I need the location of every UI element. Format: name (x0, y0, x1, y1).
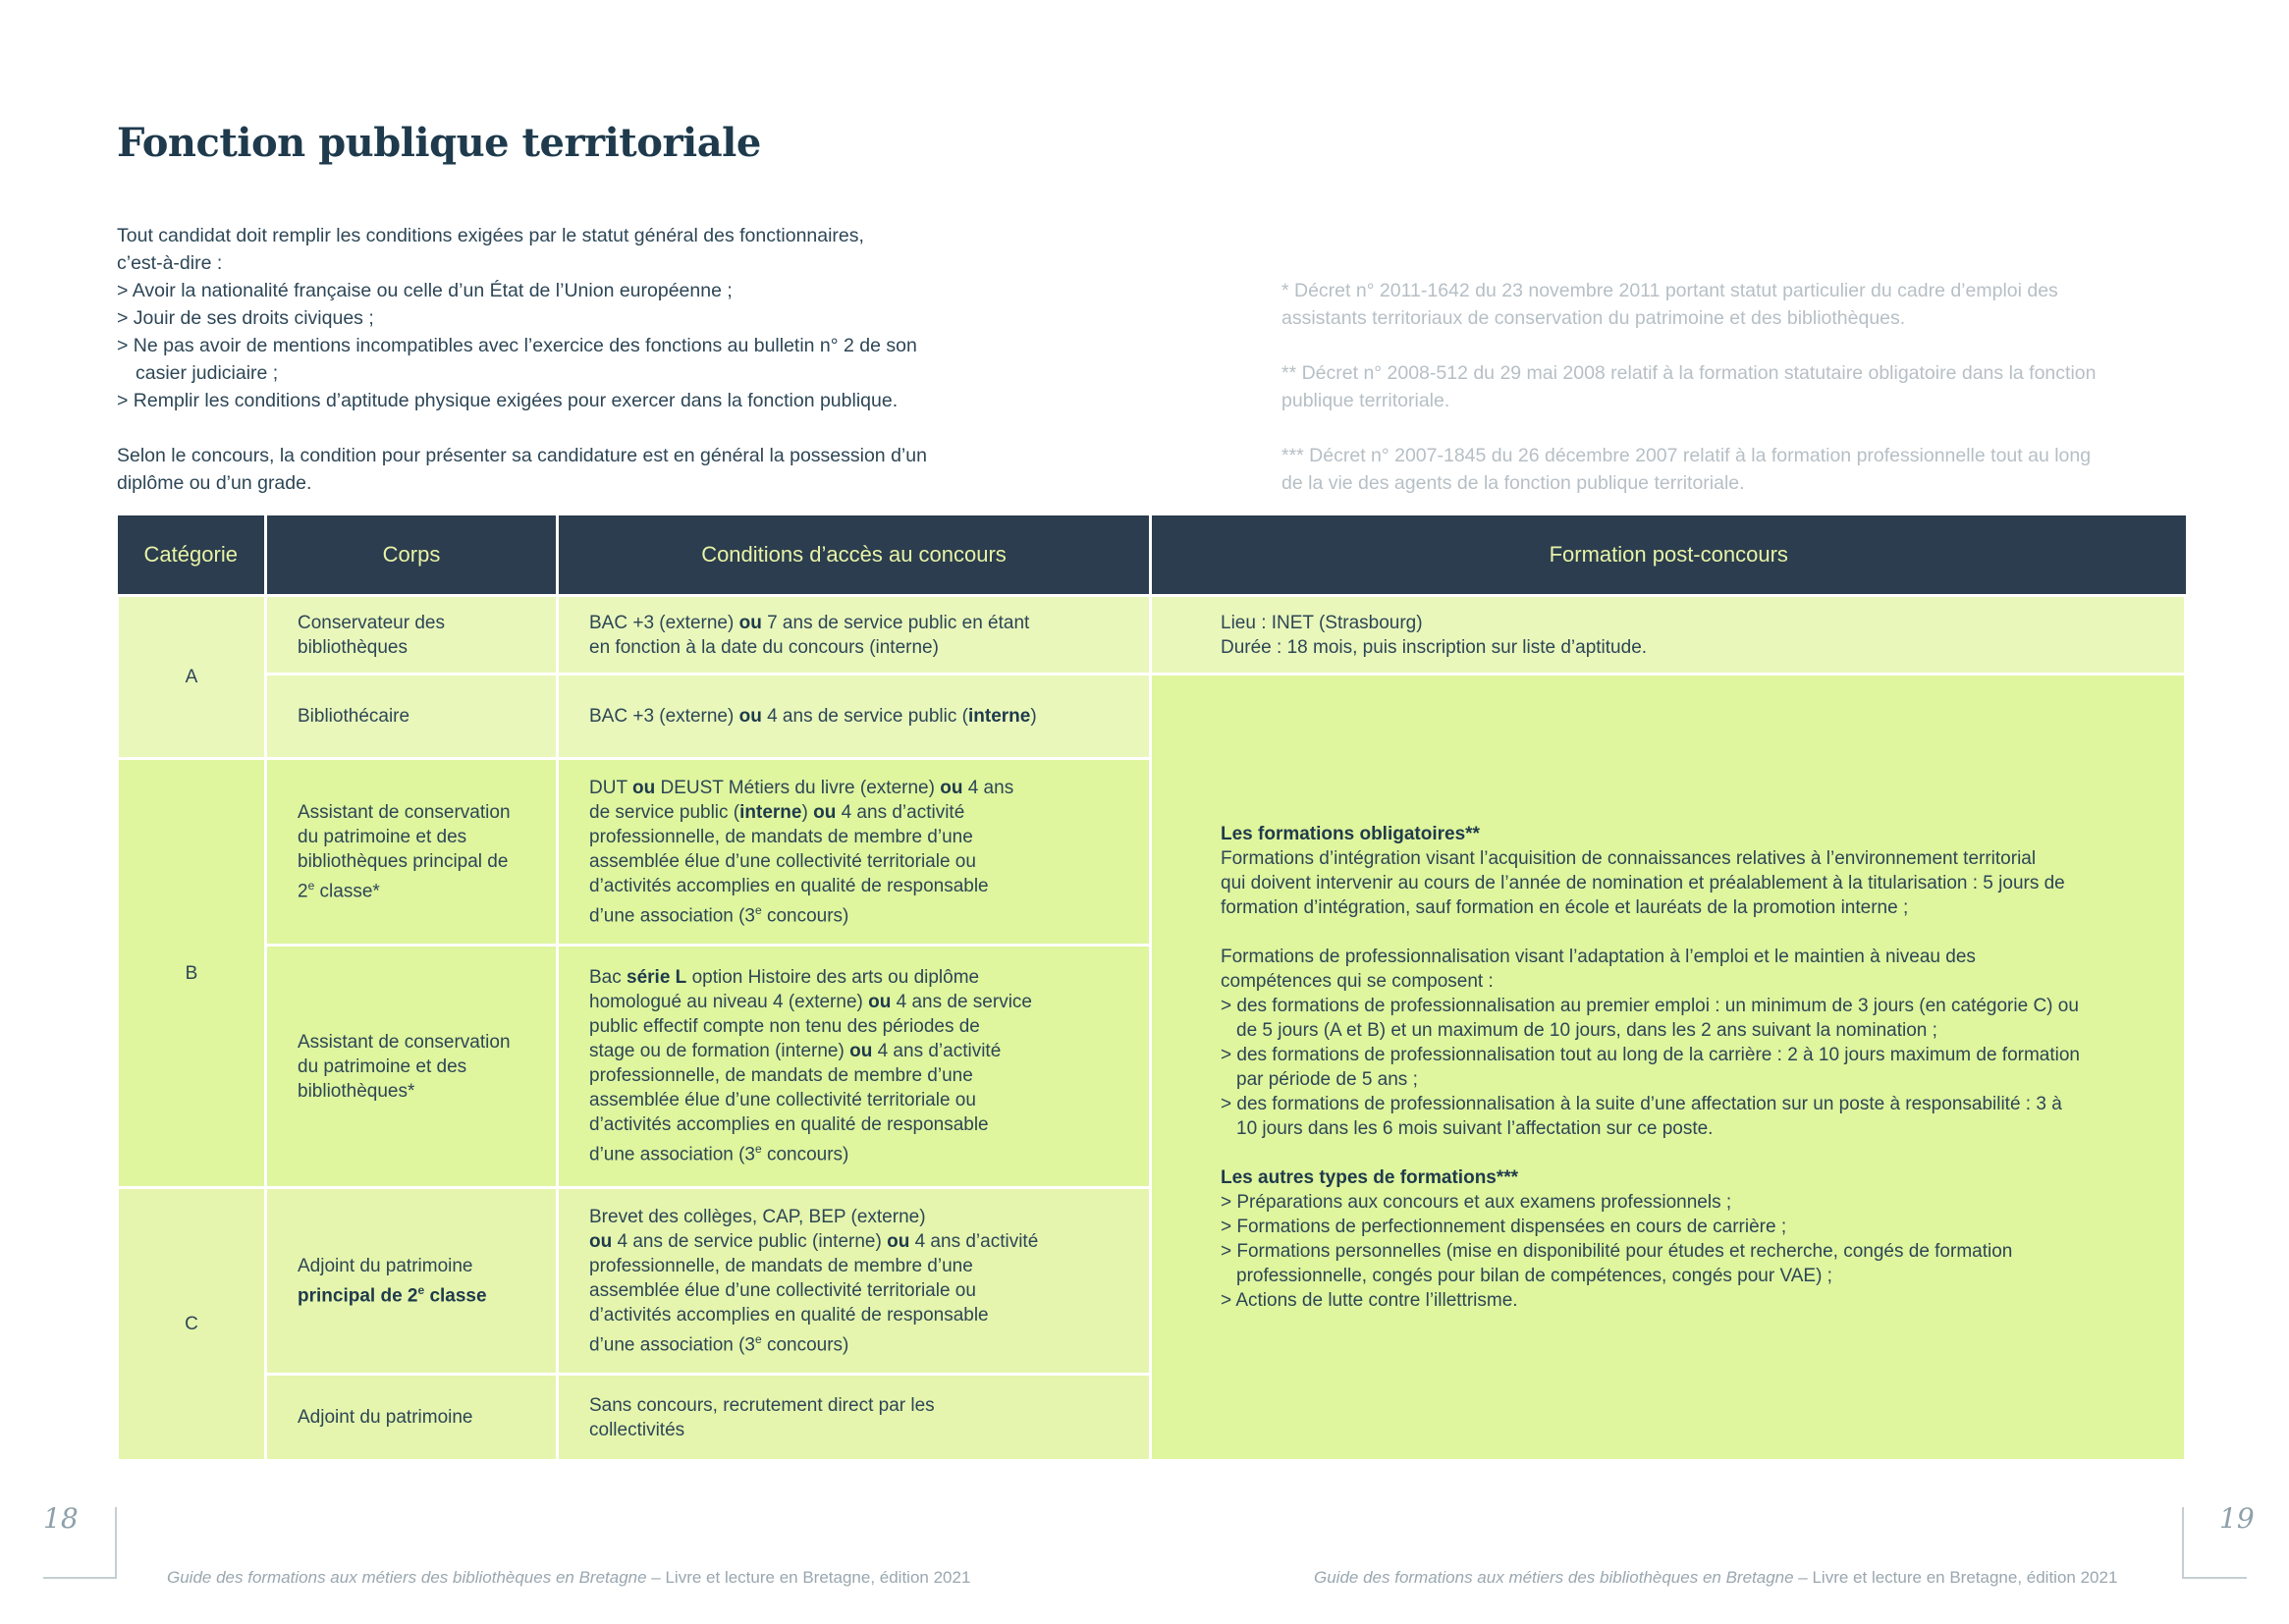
conditions-cell: DUT ou DEUST Métiers du livre (externe) ou 4 ans de service public (interne) ou 4 ans d’activité professionnelle, de mandats de membre d’une assemblée élue d’une collectivité territoriale ou d’activités accomplies en qualité de responsable d’une association (3e concours) (558, 759, 1151, 946)
footnotes (1281, 277, 2195, 524)
footnote (1281, 359, 2195, 414)
conditions-cell: Bac série L option Histoire des arts ou diplôme homologué au niveau 4 (externe) ou 4 ans de service public effectif compte non tenu des périodes de stage ou de formation (interne) ou 4 ans d’activité professionnelle, de mandats de membre d’une assemblée élue d’une collectivité territoriale ou d’activités accomplies en qualité de responsable d’une association (3e concours) (558, 946, 1151, 1188)
recruitment-table (116, 515, 2187, 1462)
intro-line: Tout candidat doit remplir les conditions exigées par le statut général des fonctionnaires, (117, 225, 864, 246)
header-conditions: Conditions d’accès au concours (558, 515, 1151, 596)
corps-cell: Assistant de conservation du patrimoine et des bibliothèques principal de 2e classe* (266, 759, 558, 946)
formation-cell-a: Lieu : INET (Strasbourg) Durée : 18 mois, puis inscription sur liste d’aptitude. (1151, 596, 2186, 675)
conditions-cell: Sans concours, recrutement direct par les collectivités (558, 1375, 1151, 1461)
corps-cell: Adjoint du patrimoine principal de 2e classe (266, 1188, 558, 1375)
corps-cell: Adjoint du patrimoine (266, 1375, 558, 1461)
corner-rule-right (2182, 1507, 2184, 1578)
formation-cell-main: Les formations obligatoires** Formations d’intégration visant l’acquisition de connaissances relatives à l’environnement territorial qui doivent intervenir au cours de l’année de nomination et préalablement à la titularisation : 5 jours de formation d’intégration, sauf formation en école et lauréats de la promotion interne ; Formations de professionnalisation visant l’adaptation à l’emploi et le maintien à niveau des compétences qui se composent : > des formations de professionnalisation au premier emploi : un minimum de 3 jours (en catégorie C) ou de 5 jours (A et B) et un maximum de 10 jours, dans les 2 ans suivant la nomination ; > des formations de professionnalisation tout au long de la carrière : 2 à 10 jours maximum de formation par période de 5 ans ; > des formations de professionnalisation à la suite d’une affectation sur un poste à responsabilité : 3 à 10 jours dans les 6 mois suivant l’affectation sur ce poste. Les autres types de formations*** > Préparations aux concours et aux examens professionnels ; > Formations de perfectionnement dispensées en cours de carrière ; > Formations personnelles (mise en disponibilité pour études et recherche, congés de formation professionnelle, congés pour bilan de compétences, congés pour VAE) ; > Actions de lutte contre l’illettrisme. (1151, 675, 2186, 1461)
footnote-line: assistants territoriaux de conservation du patrimoine et des bibliothèques. (1281, 307, 1906, 329)
corner-rule-right-h (2182, 1577, 2247, 1579)
page-number-right: 19 (2219, 1502, 2255, 1535)
intro-bullet: > Jouir de ses droits civiques ; (117, 307, 374, 329)
intro-text (117, 222, 1060, 497)
header-formation: Formation post-concours (1151, 515, 2186, 596)
footnote-line: publique territoriale. (1281, 390, 1450, 411)
footnote (1281, 277, 2195, 332)
intro-line: diplôme ou d’un grade. (117, 472, 312, 494)
footnote-line: * Décret n° 2011-1642 du 23 novembre 2011 portant statut particulier du cadre d’emploi des (1281, 280, 2058, 301)
corps-cell: Conservateur des bibliothèques (266, 596, 558, 675)
category-a: A (118, 596, 266, 759)
intro-line: Selon le concours, la condition pour présenter sa candidature est en général la possession d’un (117, 445, 927, 466)
footer-right: Guide des formations aux métiers des bibliothèques en Bretagne – Livre et lecture en Bretagne, édition 2021 (1314, 1568, 2118, 1587)
footnote (1281, 442, 2195, 497)
corps-cell: Assistant de conservation du patrimoine et des bibliothèques* (266, 946, 558, 1188)
table-header-row (118, 515, 2186, 596)
category-c: C (118, 1188, 266, 1461)
intro-bullet: > Ne pas avoir de mentions incompatibles avec l’exercice des fonctions au bulletin n° 2 de son (117, 335, 917, 356)
page-title: Fonction publique territoriale (117, 120, 761, 166)
conditions-cell: BAC +3 (externe) ou 7 ans de service public en étant en fonction à la date du concours (interne) (558, 596, 1151, 675)
category-b: B (118, 759, 266, 1188)
table-row (118, 675, 2186, 759)
intro-bullet: > Remplir les conditions d’aptitude physique exigées pour exercer dans la fonction publique. (117, 390, 899, 411)
footnote-line: *** Décret n° 2007-1845 du 26 décembre 2007 relatif à la formation professionnelle tout au long (1281, 445, 2092, 466)
header-categorie: Catégorie (118, 515, 266, 596)
footer-left: Guide des formations aux métiers des bibliothèques en Bretagne – Livre et lecture en Bretagne, édition 2021 (167, 1568, 971, 1587)
conditions-cell: BAC +3 (externe) ou 4 ans de service public (interne) (558, 675, 1151, 759)
footnote-line: de la vie des agents de la fonction publique territoriale. (1281, 472, 1745, 494)
corner-rule-left-h (43, 1577, 117, 1579)
page-number-left: 18 (43, 1502, 79, 1535)
corner-rule-left (115, 1507, 117, 1578)
intro-bullet: casier judiciaire ; (136, 362, 279, 384)
footnote-line: ** Décret n° 2008-512 du 29 mai 2008 relatif à la formation statutaire obligatoire dans la fonction (1281, 362, 2097, 384)
header-corps: Corps (266, 515, 558, 596)
table-row (118, 596, 2186, 675)
corps-cell: Bibliothécaire (266, 675, 558, 759)
intro-line: c’est-à-dire : (117, 252, 223, 274)
intro-bullet: > Avoir la nationalité française ou celle d’un État de l’Union européenne ; (117, 280, 733, 301)
conditions-cell: Brevet des collèges, CAP, BEP (externe) ou 4 ans de service public (interne) ou 4 ans d’activité professionnelle, de mandats de membre d’une assemblée élue d’une collectivité territoriale ou d’activités accomplies en qualité de responsable d’une association (3e concours) (558, 1188, 1151, 1375)
